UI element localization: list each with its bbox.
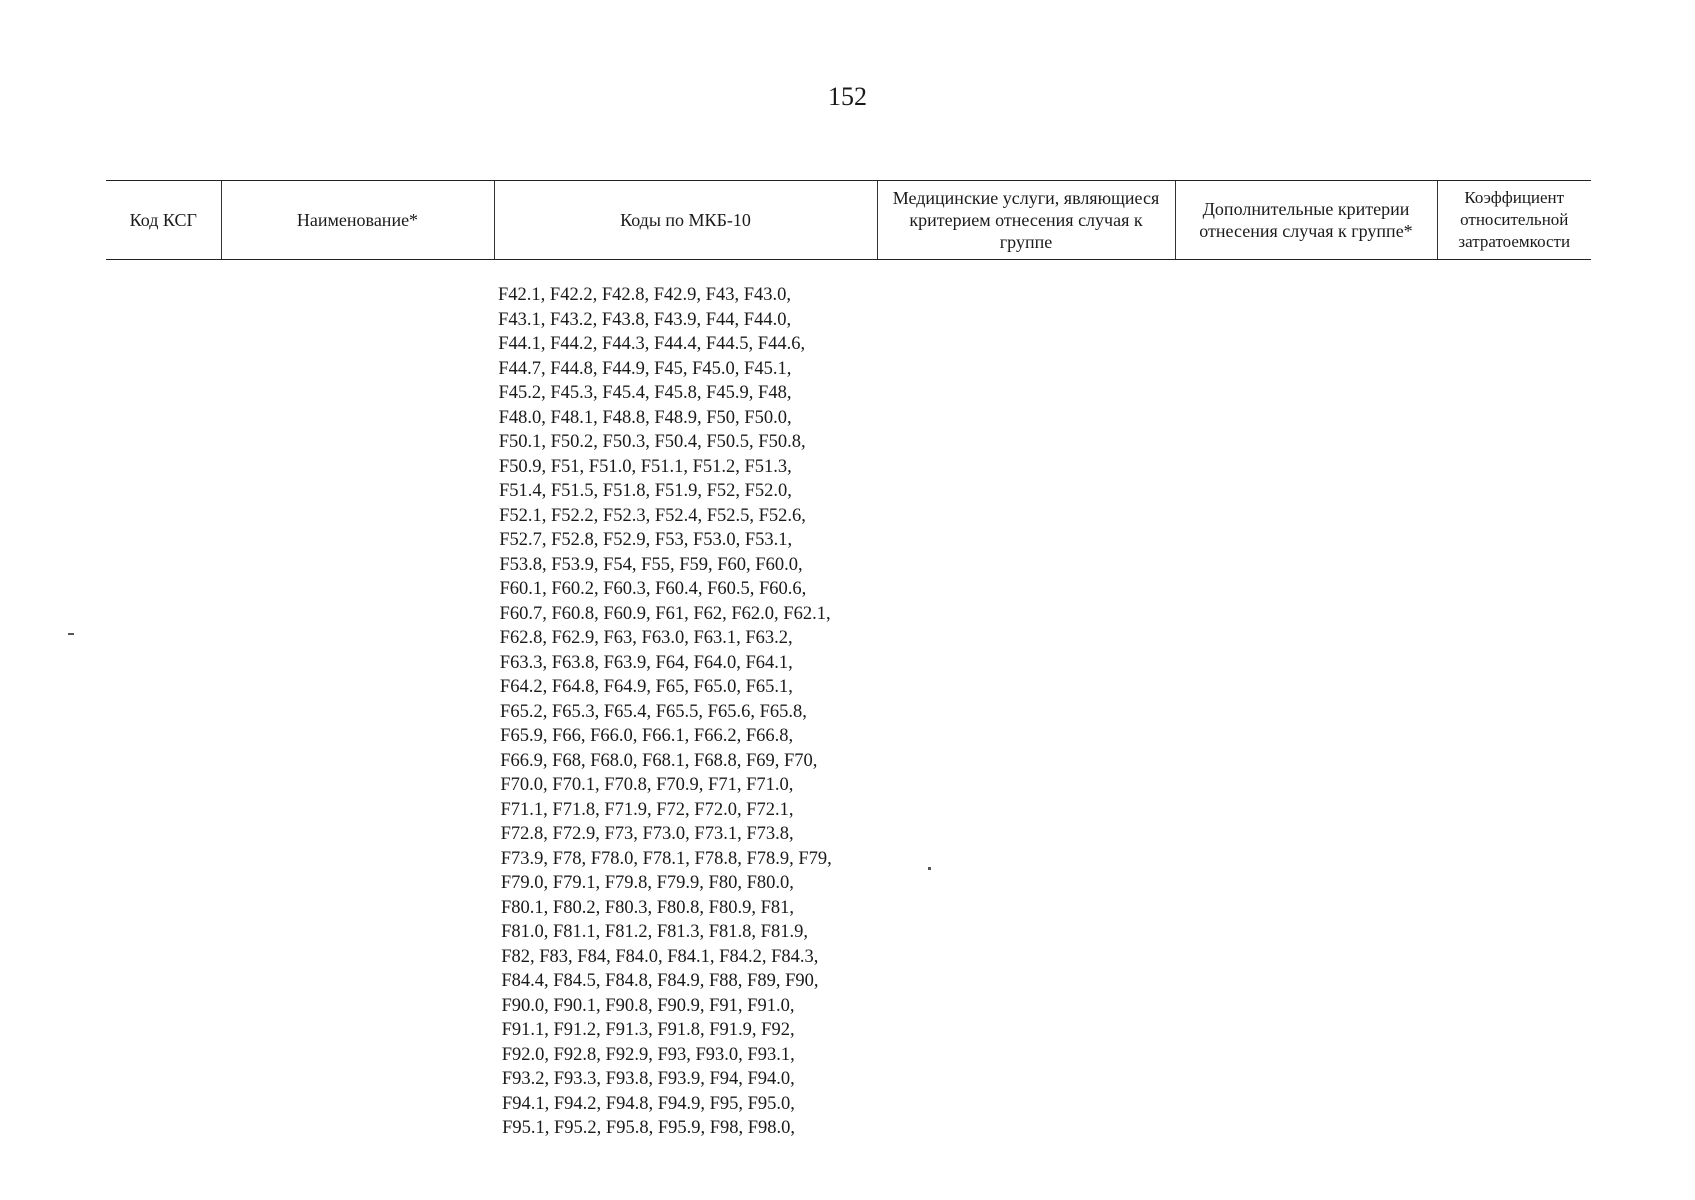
icd10-code-line: F50.1, F50.2, F50.3, F50.4, F50.5, F50.8, [498,432,806,452]
icd10-code-line: F60.1, F60.2, F60.3, F60.4, F60.5, F60.6, [499,579,807,599]
icd10-code-line: F62.8, F62.9, F63, F63.0, F63.1, F63.2, [499,628,793,648]
icd10-code-line: F94.1, F94.2, F94.8, F94.9, F95, F95.0, [501,1093,795,1114]
header-additional-criteria: Дополнительные критерии отнесения случая к группе* [1175,181,1437,260]
icd10-codes-list [498,283,832,1141]
icd10-code-line: F82, F83, F84, F84.0, F84.1, F84.2, F84.3, [501,946,819,967]
icd10-code-line: F81.0, F81.1, F81.2, F81.3, F81.8, F81.9, [501,922,808,942]
icd10-code-line: F93.2, F93.3, F93.8, F93.9, F94, F94.0, [501,1069,795,1089]
icd10-code-line: F91.1, F91.2, F91.3, F91.8, F91.9, F92, [501,1020,795,1040]
icd10-code-line: F71.1, F71.8, F71.9, F72, F72.0, F72.1, [500,799,794,820]
icd10-code-line: F52.7, F52.8, F52.9, F53, F53.0, F53.1, [499,530,793,550]
header-ksg-code: Код КСГ [106,181,221,260]
icd10-code-line: F64.2, F64.8, F64.9, F65, F65.0, F65.1, [499,677,793,697]
icd10-code-line: F92.0, F92.8, F92.9, F93, F93.0, F93.1, [501,1044,795,1065]
scan-speck [928,867,931,870]
header-name: Наименование* [221,181,494,260]
icd10-code-line: F43.1, F43.2, F43.8, F43.9, F44, F44.0, [498,309,792,330]
icd10-code-line: F44.1, F44.2, F44.3, F44.4, F44.5, F44.6, [498,334,806,354]
header-cost-coefficient: Коэффициент относительной затратоемкости [1437,181,1591,260]
icd10-code-line: F65.9, F66, F66.0, F66.1, F66.2, F66.8, [500,726,794,746]
icd10-code-line: F42.1, F42.2, F42.8, F42.9, F43, F43.0, [498,285,791,305]
header-icd10-codes: Коды по МКБ-10 [494,181,877,260]
icd10-code-line: F79.0, F79.1, F79.8, F79.9, F80, F80.0, [500,873,794,893]
icd10-code-line: F52.1, F52.2, F52.3, F52.4, F52.5, F52.6, [499,505,806,526]
icd10-code-line: F73.9, F78, F78.0, F78.1, F78.8, F78.9, F79, [500,848,832,869]
icd10-code-line: F51.4, F51.5, F51.8, F51.9, F52, F52.0, [498,481,792,501]
page-number: 152 [828,82,867,111]
icd10-code-line: F65.2, F65.3, F65.4, F65.5, F65.6, F65.8, [500,701,807,722]
icd10-code-line: F72.8, F72.9, F73, F73.0, F73.1, F73.8, [500,824,794,844]
header-medical-services: Медицинские услуги, являющиеся критерием отнесения случая к группе [877,181,1175,260]
icd10-code-line: F90.0, F90.1, F90.8, F90.9, F91, F91.0, [501,995,795,1016]
icd10-code-line: F63.3, F63.8, F63.9, F64, F64.0, F64.1, [499,652,793,673]
icd10-code-line: F60.7, F60.8, F60.9, F61, F62, F62.0, F62.1, [499,603,831,624]
icd10-code-line: F80.1, F80.2, F80.3, F80.8, F80.9, F81, [501,897,794,918]
icd10-code-line: F44.7, F44.8, F44.9, F45, F45.0, F45.1, [498,358,792,379]
icd10-code-line: F48.0, F48.1, F48.8, F48.9, F50, F50.0, [498,407,792,428]
icd10-code-line: F66.9, F68, F68.0, F68.1, F68.8, F69, F70, [500,750,818,771]
icd10-code-line: F50.9, F51, F51.0, F51.1, F51.2, F51.3, [498,456,792,477]
scan-speck [68,633,74,635]
icd10-code-line: F95.1, F95.2, F95.8, F95.9, F98, F98.0, [502,1118,796,1138]
icd10-code-line: F70.0, F70.1, F70.8, F70.9, F71, F71.0, [500,775,794,795]
icd10-code-line: F45.2, F45.3, F45.4, F45.8, F45.9, F48, [498,383,792,403]
icd10-code-line: F84.4, F84.5, F84.8, F84.9, F88, F89, F90, [501,971,819,991]
header-row [106,181,1591,260]
ksg-table-header [106,180,1591,260]
icd10-code-line: F53.8, F53.9, F54, F55, F59, F60, F60.0, [499,554,803,575]
